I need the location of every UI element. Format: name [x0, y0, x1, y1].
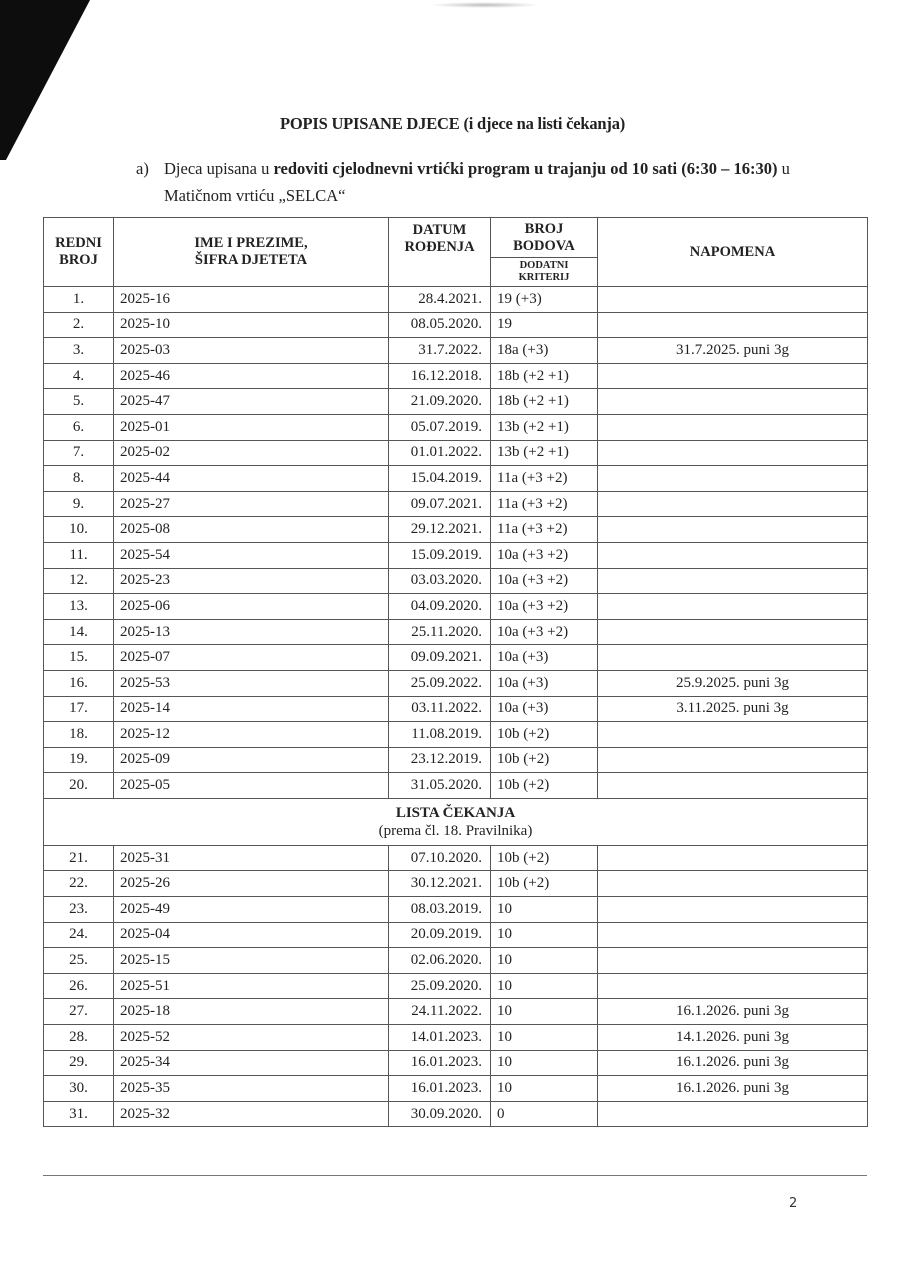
table-row — [44, 287, 868, 313]
cell-datum-rodenja: 16.01.2023. — [389, 1076, 491, 1102]
table-row — [44, 645, 868, 671]
cell-napomena: 3.11.2025. puni 3g — [598, 696, 868, 722]
cell-redni-broj: 15. — [44, 645, 114, 671]
cell-datum-rodenja: 11.08.2019. — [389, 722, 491, 748]
cell-bodovi: 10a (+3 +2) — [491, 542, 598, 568]
cell-datum-rodenja: 25.09.2022. — [389, 670, 491, 696]
cell-sifra: 2025-52 — [114, 1025, 389, 1051]
cell-napomena: 16.1.2026. puni 3g — [598, 999, 868, 1025]
table-row — [44, 517, 868, 543]
children-table — [43, 217, 868, 1127]
page-number: 2 — [789, 1196, 798, 1211]
cell-sifra: 2025-08 — [114, 517, 389, 543]
cell-sifra: 2025-14 — [114, 696, 389, 722]
cell-sifra: 2025-18 — [114, 999, 389, 1025]
cell-sifra: 2025-34 — [114, 1050, 389, 1076]
table-row — [44, 594, 868, 620]
cell-bodovi: 10b (+2) — [491, 845, 598, 871]
cell-sifra: 2025-16 — [114, 287, 389, 313]
cell-datum-rodenja: 29.12.2021. — [389, 517, 491, 543]
cell-sifra: 2025-53 — [114, 670, 389, 696]
table-row — [44, 747, 868, 773]
cell-bodovi: 13b (+2 +1) — [491, 414, 598, 440]
cell-bodovi: 11a (+3 +2) — [491, 491, 598, 517]
cell-sifra: 2025-03 — [114, 338, 389, 364]
cell-datum-rodenja: 31.7.2022. — [389, 338, 491, 364]
cell-datum-rodenja: 24.11.2022. — [389, 999, 491, 1025]
table-row — [44, 948, 868, 974]
cell-sifra: 2025-54 — [114, 542, 389, 568]
cell-datum-rodenja: 30.09.2020. — [389, 1101, 491, 1127]
cell-datum-rodenja: 04.09.2020. — [389, 594, 491, 620]
list-marker: a) — [136, 159, 149, 178]
cell-sifra: 2025-15 — [114, 948, 389, 974]
header-datum: DATUM ROĐENJA — [389, 218, 491, 287]
cell-datum-rodenja: 03.03.2020. — [389, 568, 491, 594]
table-row — [44, 568, 868, 594]
cell-redni-broj: 31. — [44, 1101, 114, 1127]
footer-divider — [43, 1175, 867, 1176]
cell-sifra: 2025-04 — [114, 922, 389, 948]
cell-redni-broj: 4. — [44, 363, 114, 389]
cell-redni-broj: 18. — [44, 722, 114, 748]
table-row — [44, 973, 868, 999]
cell-bodovi: 11a (+3 +2) — [491, 517, 598, 543]
cell-napomena — [598, 542, 868, 568]
cell-sifra: 2025-31 — [114, 845, 389, 871]
cell-datum-rodenja: 15.09.2019. — [389, 542, 491, 568]
cell-datum-rodenja: 16.01.2023. — [389, 1050, 491, 1076]
cell-datum-rodenja: 25.11.2020. — [389, 619, 491, 645]
cell-bodovi: 13b (+2 +1) — [491, 440, 598, 466]
subtitle-text — [164, 155, 836, 209]
cell-bodovi: 10 — [491, 922, 598, 948]
cell-bodovi: 10b (+2) — [491, 871, 598, 897]
table-row — [44, 491, 868, 517]
table-row — [44, 871, 868, 897]
waiting-list-title: LISTA ČEKANJA — [395, 804, 516, 821]
cell-sifra: 2025-13 — [114, 619, 389, 645]
cell-bodovi: 18b (+2 +1) — [491, 389, 598, 415]
table-row — [44, 897, 868, 923]
cell-datum-rodenja: 30.12.2021. — [389, 871, 491, 897]
cell-sifra: 2025-12 — [114, 722, 389, 748]
cell-napomena — [598, 389, 868, 415]
cell-redni-broj: 16. — [44, 670, 114, 696]
table-row — [44, 773, 868, 799]
cell-redni-broj: 25. — [44, 948, 114, 974]
cell-sifra: 2025-06 — [114, 594, 389, 620]
cell-datum-rodenja: 05.07.2019. — [389, 414, 491, 440]
cell-bodovi: 0 — [491, 1101, 598, 1127]
cell-bodovi: 19 — [491, 312, 598, 338]
cell-sifra: 2025-26 — [114, 871, 389, 897]
cell-redni-broj: 3. — [44, 338, 114, 364]
cell-datum-rodenja: 20.09.2019. — [389, 922, 491, 948]
table-row — [44, 1025, 868, 1051]
header-bodovi: BROJ BODOVA — [491, 218, 598, 258]
cell-sifra: 2025-02 — [114, 440, 389, 466]
cell-napomena — [598, 773, 868, 799]
cell-sifra: 2025-44 — [114, 466, 389, 492]
cell-datum-rodenja: 08.03.2019. — [389, 897, 491, 923]
table-row — [44, 312, 868, 338]
cell-napomena: 14.1.2026. puni 3g — [598, 1025, 868, 1051]
cell-redni-broj: 1. — [44, 287, 114, 313]
table-row — [44, 414, 868, 440]
cell-bodovi: 10 — [491, 948, 598, 974]
cell-napomena — [598, 594, 868, 620]
cell-datum-rodenja: 21.09.2020. — [389, 389, 491, 415]
cell-bodovi: 10a (+3) — [491, 670, 598, 696]
cell-sifra: 2025-10 — [114, 312, 389, 338]
table-row — [44, 922, 868, 948]
cell-bodovi: 10b (+2) — [491, 773, 598, 799]
cell-redni-broj: 11. — [44, 542, 114, 568]
cell-bodovi: 10 — [491, 973, 598, 999]
cell-bodovi: 11a (+3 +2) — [491, 466, 598, 492]
table-row — [44, 389, 868, 415]
waiting-list-header — [44, 798, 868, 845]
cell-datum-rodenja: 16.12.2018. — [389, 363, 491, 389]
cell-datum-rodenja: 09.09.2021. — [389, 645, 491, 671]
cell-datum-rodenja: 08.05.2020. — [389, 312, 491, 338]
cell-redni-broj: 21. — [44, 845, 114, 871]
cell-redni-broj: 26. — [44, 973, 114, 999]
cell-napomena — [598, 871, 868, 897]
table-row — [44, 696, 868, 722]
waiting-list-header-row — [44, 798, 868, 845]
cell-redni-broj: 5. — [44, 389, 114, 415]
cell-napomena: 31.7.2025. puni 3g — [598, 338, 868, 364]
cell-datum-rodenja: 09.07.2021. — [389, 491, 491, 517]
cell-bodovi: 10 — [491, 897, 598, 923]
cell-datum-rodenja: 14.01.2023. — [389, 1025, 491, 1051]
cell-bodovi: 10a (+3) — [491, 645, 598, 671]
section-subtitle — [136, 155, 836, 209]
cell-bodovi: 10a (+3 +2) — [491, 619, 598, 645]
cell-redni-broj: 7. — [44, 440, 114, 466]
table-row — [44, 670, 868, 696]
cell-datum-rodenja: 25.09.2020. — [389, 973, 491, 999]
subtitle-part1: Djeca upisana u — [164, 159, 274, 178]
cell-napomena — [598, 363, 868, 389]
cell-datum-rodenja: 03.11.2022. — [389, 696, 491, 722]
cell-sifra: 2025-49 — [114, 897, 389, 923]
table-row — [44, 619, 868, 645]
cell-bodovi: 19 (+3) — [491, 287, 598, 313]
cell-redni-broj: 28. — [44, 1025, 114, 1051]
table-row — [44, 1050, 868, 1076]
cell-sifra: 2025-07 — [114, 645, 389, 671]
table-row — [44, 1076, 868, 1102]
cell-napomena — [598, 312, 868, 338]
cell-sifra: 2025-23 — [114, 568, 389, 594]
table-row — [44, 999, 868, 1025]
cell-bodovi: 18b (+2 +1) — [491, 363, 598, 389]
subtitle-bold: redoviti cjelodnevni vrtićki program u trajanju od 10 sati (6:30 – 16:30) — [273, 159, 778, 178]
cell-bodovi: 10a (+3) — [491, 696, 598, 722]
cell-sifra: 2025-47 — [114, 389, 389, 415]
header-ime: IME I PREZIME, ŠIFRA DJETETA — [114, 218, 389, 287]
cell-bodovi: 18a (+3) — [491, 338, 598, 364]
cell-datum-rodenja: 02.06.2020. — [389, 948, 491, 974]
header-napomena: NAPOMENA — [598, 218, 868, 287]
cell-datum-rodenja: 28.4.2021. — [389, 287, 491, 313]
table-row — [44, 440, 868, 466]
table-row — [44, 722, 868, 748]
scan-shadow-top — [430, 2, 540, 8]
cell-napomena — [598, 491, 868, 517]
header-redni-broj: REDNI BROJ — [44, 218, 114, 287]
cell-redni-broj: 12. — [44, 568, 114, 594]
cell-bodovi: 10 — [491, 1025, 598, 1051]
cell-redni-broj: 22. — [44, 871, 114, 897]
cell-bodovi: 10b (+2) — [491, 747, 598, 773]
cell-redni-broj: 17. — [44, 696, 114, 722]
cell-napomena: 16.1.2026. puni 3g — [598, 1050, 868, 1076]
cell-redni-broj: 2. — [44, 312, 114, 338]
cell-napomena — [598, 897, 868, 923]
cell-redni-broj: 10. — [44, 517, 114, 543]
cell-napomena — [598, 747, 868, 773]
cell-sifra: 2025-05 — [114, 773, 389, 799]
cell-napomena — [598, 619, 868, 645]
scan-shadow-corner — [0, 0, 110, 160]
cell-bodovi: 10 — [491, 999, 598, 1025]
cell-bodovi: 10 — [491, 1050, 598, 1076]
cell-napomena — [598, 645, 868, 671]
cell-sifra: 2025-01 — [114, 414, 389, 440]
subtitle-part3: u Matičnom vrtiću „SELCA“ — [164, 159, 790, 205]
cell-sifra: 2025-46 — [114, 363, 389, 389]
cell-datum-rodenja: 15.04.2019. — [389, 466, 491, 492]
waiting-list-subtitle: (prema čl. 18. Pravilnika) — [378, 822, 533, 839]
cell-napomena — [598, 440, 868, 466]
cell-redni-broj: 23. — [44, 897, 114, 923]
cell-redni-broj: 24. — [44, 922, 114, 948]
cell-napomena — [598, 414, 868, 440]
cell-datum-rodenja: 07.10.2020. — [389, 845, 491, 871]
table-row — [44, 542, 868, 568]
table-row — [44, 338, 868, 364]
cell-redni-broj: 20. — [44, 773, 114, 799]
table-row — [44, 1101, 868, 1127]
cell-datum-rodenja: 01.01.2022. — [389, 440, 491, 466]
cell-sifra: 2025-27 — [114, 491, 389, 517]
enrolled-rows — [44, 287, 868, 799]
cell-sifra: 2025-35 — [114, 1076, 389, 1102]
waiting-list-section — [44, 798, 868, 845]
waiting-rows — [44, 845, 868, 1127]
cell-redni-broj: 13. — [44, 594, 114, 620]
cell-datum-rodenja: 23.12.2019. — [389, 747, 491, 773]
cell-redni-broj: 27. — [44, 999, 114, 1025]
cell-napomena — [598, 517, 868, 543]
cell-redni-broj: 29. — [44, 1050, 114, 1076]
cell-napomena — [598, 922, 868, 948]
table-row — [44, 363, 868, 389]
table-row — [44, 845, 868, 871]
cell-napomena — [598, 466, 868, 492]
cell-napomena — [598, 948, 868, 974]
cell-napomena — [598, 973, 868, 999]
cell-sifra: 2025-09 — [114, 747, 389, 773]
cell-redni-broj: 6. — [44, 414, 114, 440]
cell-sifra: 2025-32 — [114, 1101, 389, 1127]
cell-napomena — [598, 568, 868, 594]
cell-bodovi: 10 — [491, 1076, 598, 1102]
cell-redni-broj: 8. — [44, 466, 114, 492]
cell-bodovi: 10b (+2) — [491, 722, 598, 748]
document-title: POPIS UPISANE DJECE (i djece na listi čekanja) — [279, 114, 626, 133]
cell-napomena — [598, 287, 868, 313]
cell-redni-broj: 14. — [44, 619, 114, 645]
table-row — [44, 466, 868, 492]
cell-napomena — [598, 845, 868, 871]
cell-datum-rodenja: 31.05.2020. — [389, 773, 491, 799]
cell-redni-broj: 19. — [44, 747, 114, 773]
cell-redni-broj: 30. — [44, 1076, 114, 1102]
cell-napomena: 25.9.2025. puni 3g — [598, 670, 868, 696]
cell-napomena — [598, 722, 868, 748]
cell-bodovi: 10a (+3 +2) — [491, 594, 598, 620]
cell-napomena — [598, 1101, 868, 1127]
cell-sifra: 2025-51 — [114, 973, 389, 999]
cell-bodovi: 10a (+3 +2) — [491, 568, 598, 594]
header-dodatni-kriterij: DODATNI KRITERIJ — [491, 258, 598, 287]
cell-napomena: 16.1.2026. puni 3g — [598, 1076, 868, 1102]
cell-redni-broj: 9. — [44, 491, 114, 517]
